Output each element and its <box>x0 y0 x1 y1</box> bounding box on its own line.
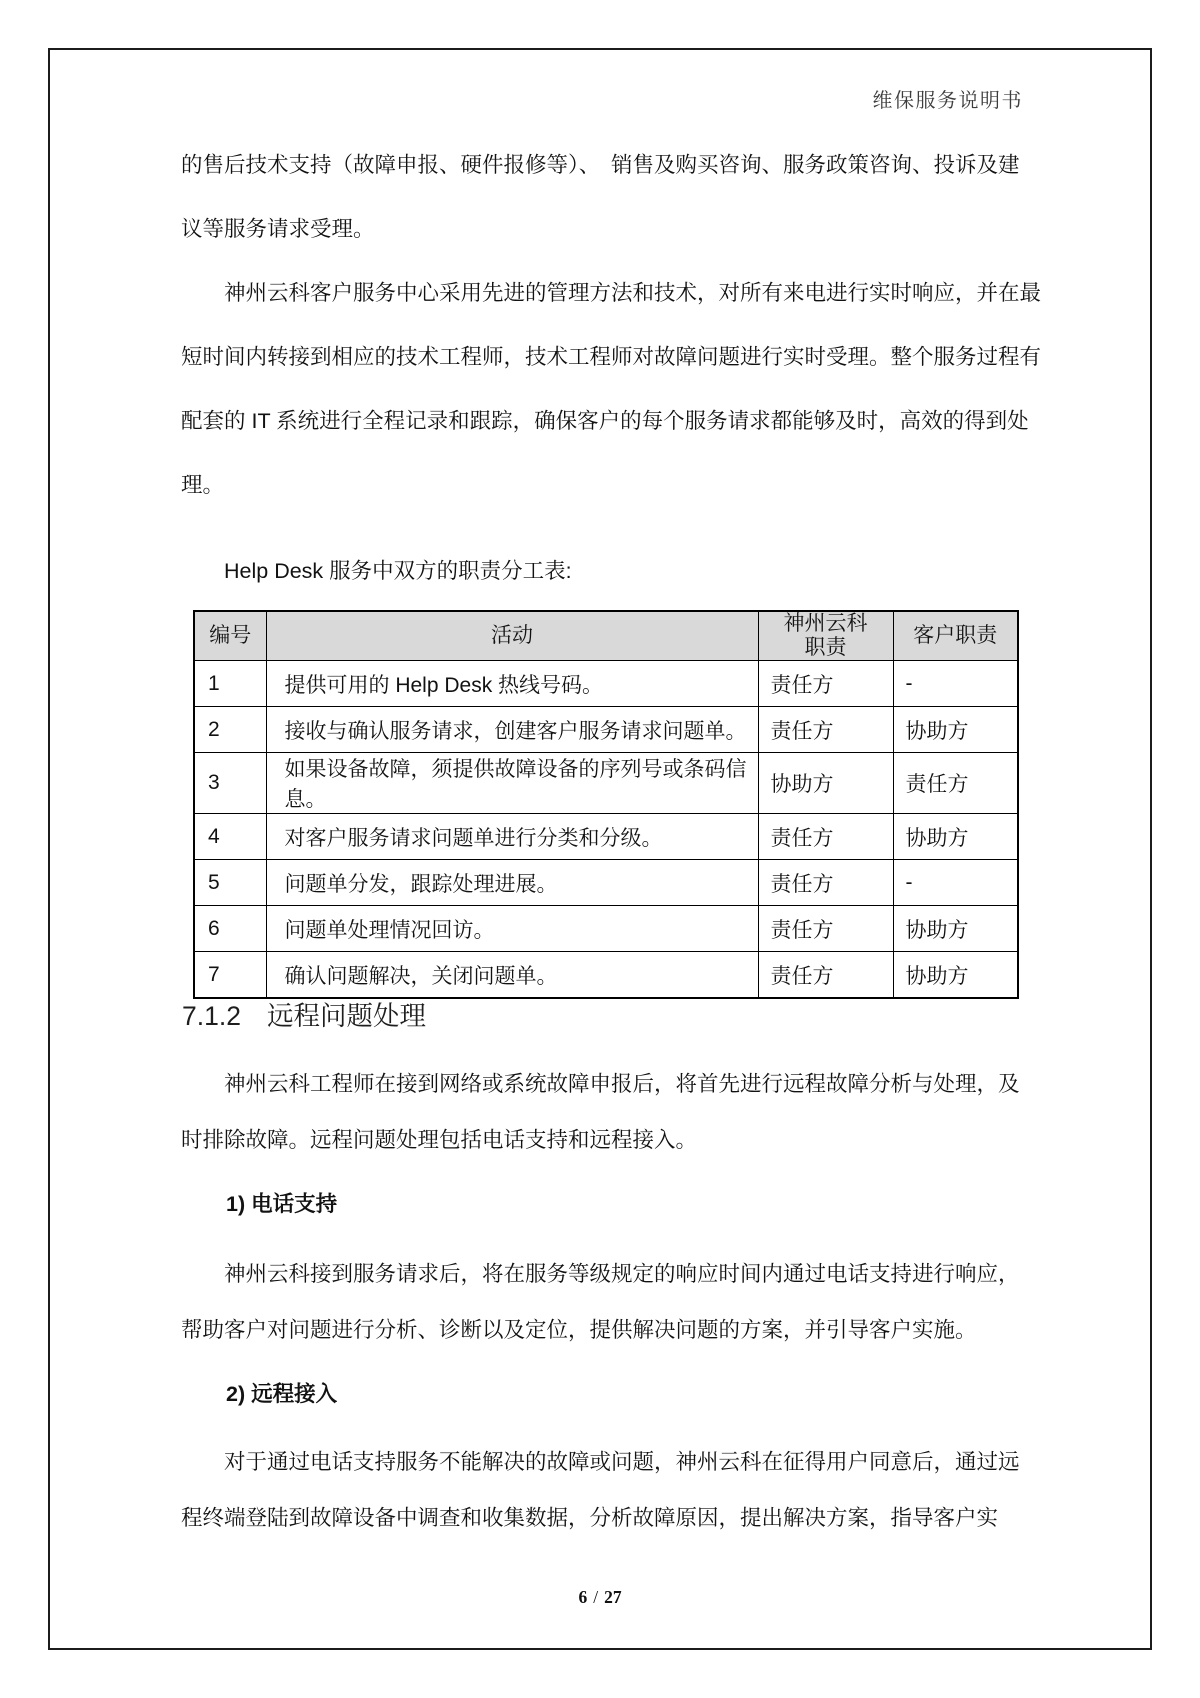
header-cell-customer: 客户职责 <box>893 611 1018 661</box>
text-line: 议等服务请求受理。 <box>181 217 375 241</box>
subheading-phone-support: 1) 电话支持 <box>226 1192 338 1216</box>
cell-activity: 对客户服务请求问题单进行分类和分级。 <box>266 814 758 860</box>
intro-paragraph-1 <box>181 133 1041 261</box>
header-dcits-line2: 职责 <box>804 636 847 659</box>
total-page-count: 27 <box>604 1587 622 1607</box>
table-row <box>194 860 1018 906</box>
table-header-row <box>194 611 1018 661</box>
header-cell-activity: 活动 <box>266 611 758 661</box>
page-header-title: 维保服务说明书 <box>872 90 1023 112</box>
current-page-number: 6 <box>578 1587 588 1607</box>
cell-customer: 协助方 <box>893 906 1018 952</box>
cell-customer: 协助方 <box>893 814 1018 860</box>
cell-no: 3 <box>194 753 266 814</box>
text-line: 神州云科客户服务中心采用先进的管理方法和技术，对所有来电进行实时响应，并在最 <box>224 281 1042 305</box>
cell-dcits: 协助方 <box>758 753 893 814</box>
cell-no: 2 <box>194 707 266 753</box>
header-cell-dcits <box>758 611 893 661</box>
cell-activity: 如果设备故障，须提供故障设备的序列号或条码信息。 <box>266 753 758 814</box>
table-caption: Help Desk 服务中双方的职责分工表: <box>224 559 572 583</box>
cell-no: 7 <box>194 952 266 999</box>
text-line: 配套的 IT 系统进行全程记录和跟踪，确保客户的每个服务请求都能够及时，高效的得到处 <box>181 409 1029 433</box>
cell-customer: - <box>893 661 1018 707</box>
cell-customer: 协助方 <box>893 707 1018 753</box>
cell-no: 1 <box>194 661 266 707</box>
text-line: 帮助客户对问题进行分析、诊断以及定位，提供解决问题的方案，并引导客户实施。 <box>181 1318 977 1342</box>
phone-support-paragraph <box>181 1246 1041 1342</box>
table-row <box>194 814 1018 860</box>
cell-customer: 责任方 <box>893 753 1018 814</box>
text-line: 时排除故障。远程问题处理包括电话支持和远程接入。 <box>181 1128 698 1152</box>
cell-customer: - <box>893 860 1018 906</box>
responsibility-table <box>193 610 1019 999</box>
remote-handling-paragraph <box>181 1056 1041 1152</box>
intro-paragraph-2 <box>181 261 1041 517</box>
cell-dcits: 责任方 <box>758 661 893 707</box>
subheading-remote-access: 2) 远程接入 <box>226 1382 338 1406</box>
page-footer <box>0 1584 1200 1610</box>
table-row <box>194 661 1018 707</box>
cell-dcits: 责任方 <box>758 952 893 999</box>
page-separator: / <box>593 1587 599 1607</box>
header-dcits-line1: 神州云科 <box>783 612 868 635</box>
cell-activity: 提供可用的 Help Desk 热线号码。 <box>266 661 758 707</box>
text-line: 理。 <box>181 473 225 497</box>
cell-no: 5 <box>194 860 266 906</box>
cell-no: 6 <box>194 906 266 952</box>
cell-activity: 接收与确认服务请求，创建客户服务请求问题单。 <box>266 707 758 753</box>
cell-activity: 问题单分发，跟踪处理进展。 <box>266 860 758 906</box>
table-row <box>194 707 1018 753</box>
text-line: 对于通过电话支持服务不能解决的故障或问题，神州云科在征得用户同意后，通过远 <box>224 1450 1020 1474</box>
cell-dcits: 责任方 <box>758 860 893 906</box>
remote-access-paragraph <box>181 1434 1041 1530</box>
text-line: 神州云科接到服务请求后，将在服务等级规定的响应时间内通过电话支持进行响应， <box>224 1262 1020 1286</box>
table-row <box>194 753 1018 814</box>
cell-no: 4 <box>194 814 266 860</box>
cell-dcits: 责任方 <box>758 906 893 952</box>
header-cell-no: 编号 <box>194 611 266 661</box>
cell-dcits: 责任方 <box>758 814 893 860</box>
cell-customer: 协助方 <box>893 952 1018 999</box>
cell-activity: 问题单处理情况回访。 <box>266 906 758 952</box>
text-line: 短时间内转接到相应的技术工程师，技术工程师对故障问题进行实时受理。整个服务过程有 <box>181 345 1042 369</box>
table-row <box>194 906 1018 952</box>
cell-dcits: 责任方 <box>758 707 893 753</box>
section-heading-712 <box>182 984 1042 1048</box>
section-title: 远程问题处理 <box>267 1001 426 1031</box>
text-line: 的售后技术支持（故障申报、硬件报修等）、 销售及购买咨询、服务政策咨询、投诉及建 <box>181 153 1020 177</box>
section-number: 7.1.2 <box>182 1001 241 1031</box>
cell-activity: 确认问题解决，关闭问题单。 <box>266 952 758 999</box>
text-line: 程终端登陆到故障设备中调查和收集数据，分析故障原因，提出解决方案，指导客户实 <box>181 1506 999 1530</box>
text-line: 神州云科工程师在接到网络或系统故障申报后，将首先进行远程故障分析与处理，及 <box>224 1072 1020 1096</box>
